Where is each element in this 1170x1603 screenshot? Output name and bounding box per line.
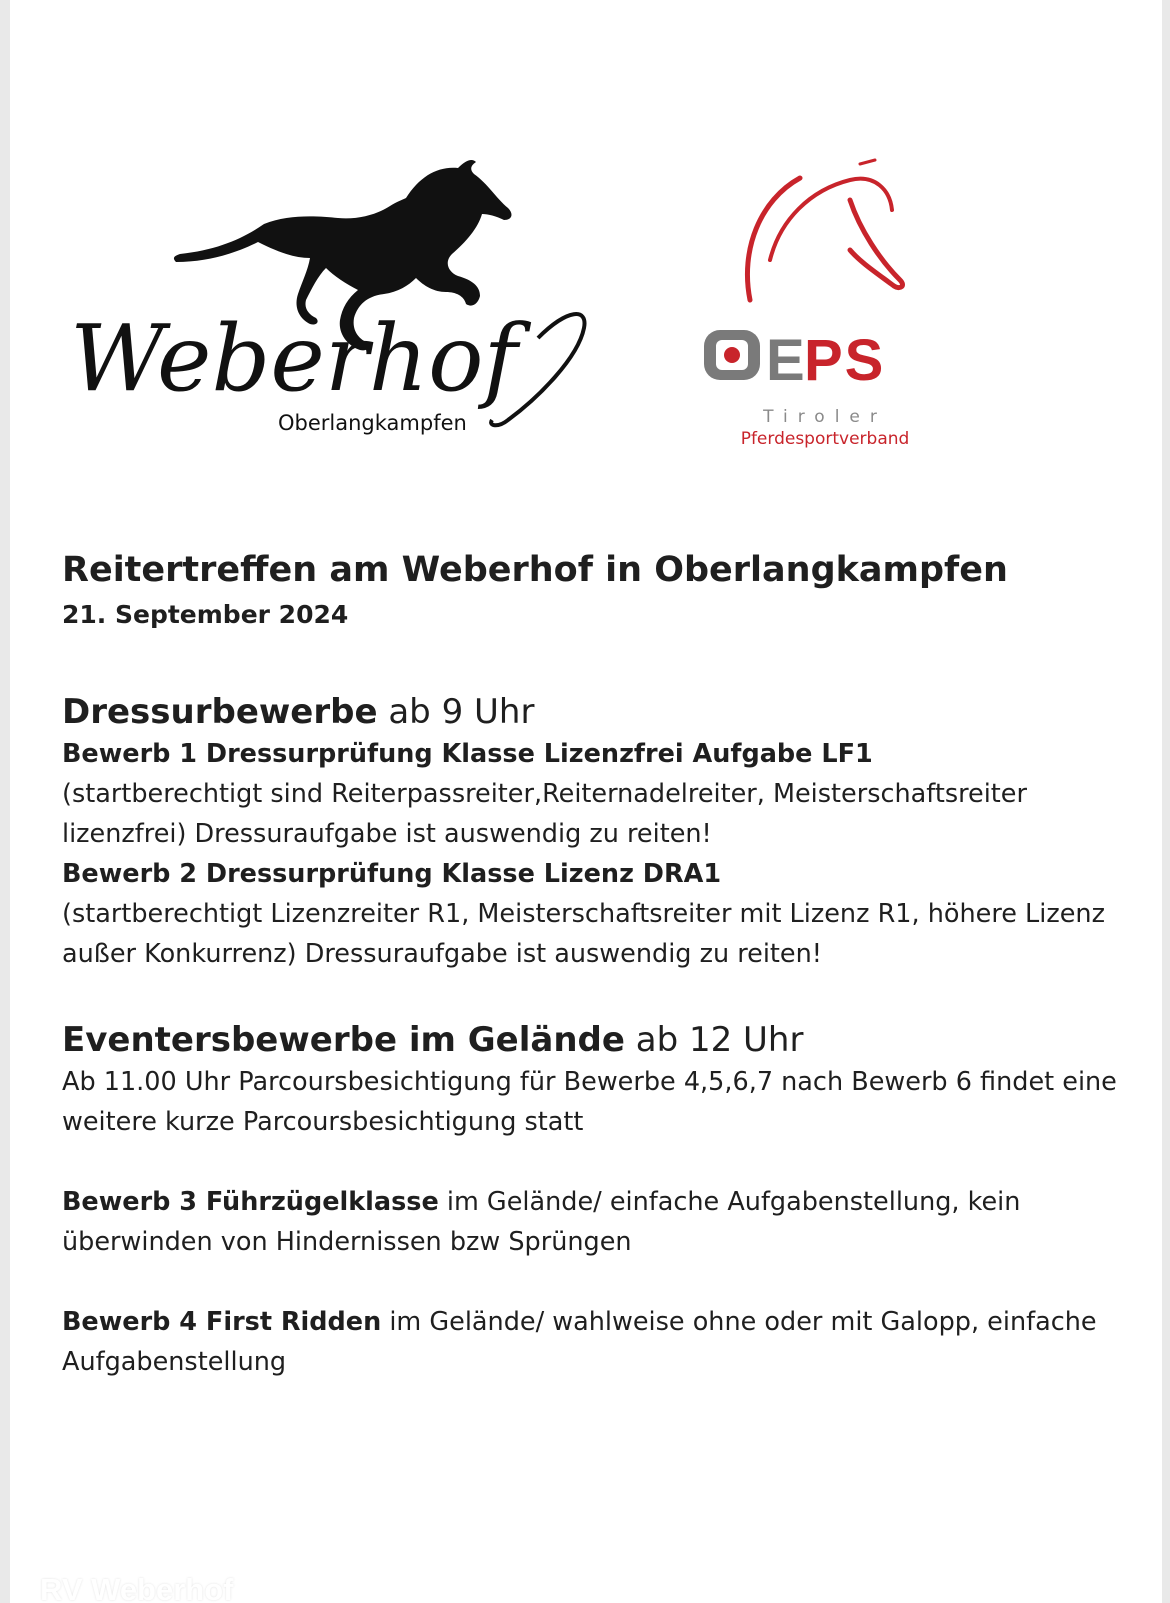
- bewerb1-title: Bewerb 1 Dressurprüfung Klasse Lizenzfrei Aufgabe LF1: [62, 739, 873, 769]
- bewerb4-line1: [62, 1302, 1122, 1342]
- bewerb4-line2: Aufgabenstellung: [62, 1347, 287, 1377]
- dressur-heading-time: ab 9 Uhr: [377, 692, 535, 732]
- flyer-content: [62, 548, 1122, 1382]
- oeps-line1: Tiroler: [763, 407, 887, 427]
- dressur-heading: [62, 690, 1122, 734]
- svg-text:E: E: [766, 328, 806, 393]
- bewerb4-desc: im Gelände/ wahlweise ohne oder mit Galopp, einfache: [381, 1307, 1097, 1337]
- bewerb2-desc-line2: außer Konkurrenz) Dressuraufgabe ist auswendig zu reiten!: [62, 939, 822, 969]
- svg-text:PS: PS: [804, 328, 886, 393]
- weberhof-wordmark: Weberhof: [70, 305, 518, 412]
- bewerb3-desc: im Gelände/ einfache Aufgabenstellung, kein: [438, 1187, 1021, 1217]
- oeps-logo: [700, 150, 990, 460]
- watermark: RV Weberhof: [40, 1572, 234, 1603]
- oeps-wordmark: [704, 328, 885, 393]
- horse-head-icon: [747, 160, 902, 300]
- oeps-line2: Pferdesportverband: [740, 429, 910, 449]
- bewerb2-title: Bewerb 2 Dressurprüfung Klasse Lizenz DRA1: [62, 859, 722, 889]
- weberhof-subtitle: Oberlangkampfen: [278, 411, 467, 435]
- bewerb3-line1: [62, 1182, 1122, 1222]
- page-title: Reitertreffen am Weberhof in Oberlangkampfen: [62, 550, 1008, 590]
- eventer-info-line2: weitere kurze Parcoursbesichtigung statt: [62, 1107, 584, 1137]
- dressur-heading-bold: Dressurbewerbe: [62, 692, 378, 732]
- eventer-heading: [62, 1018, 1122, 1062]
- bewerb1-desc-line1: (startberechtigt sind Reiterpassreiter,Reiternadelreiter, Meisterschaftsreiter: [62, 779, 1027, 809]
- eventer-heading-bold: Eventersbewerbe im Gelände: [62, 1020, 625, 1060]
- bewerb3-line2: überwinden von Hindernissen bzw Sprüngen: [62, 1227, 632, 1257]
- bewerb2-desc-line1: (startberechtigt Lizenzreiter R1, Meisterschaftsreiter mit Lizenz R1, höhere Lizenz: [62, 899, 1105, 929]
- bewerb1-desc-line2: lizenzfrei) Dressuraufgabe ist auswendig zu reiten!: [62, 819, 712, 849]
- eventer-heading-time: ab 12 Uhr: [624, 1020, 804, 1060]
- bewerb4-title: Bewerb 4 First Ridden: [62, 1307, 382, 1337]
- flyer-page: [10, 0, 1162, 1603]
- eventer-info-line1: Ab 11.00 Uhr Parcoursbesichtigung für Bewerbe 4,5,6,7 nach Bewerb 6 findet eine: [62, 1067, 1117, 1097]
- event-date: 21. September 2024: [62, 600, 349, 629]
- bewerb3-title: Bewerb 3 Führzügelklasse: [62, 1187, 439, 1217]
- weberhof-logo: [68, 158, 608, 458]
